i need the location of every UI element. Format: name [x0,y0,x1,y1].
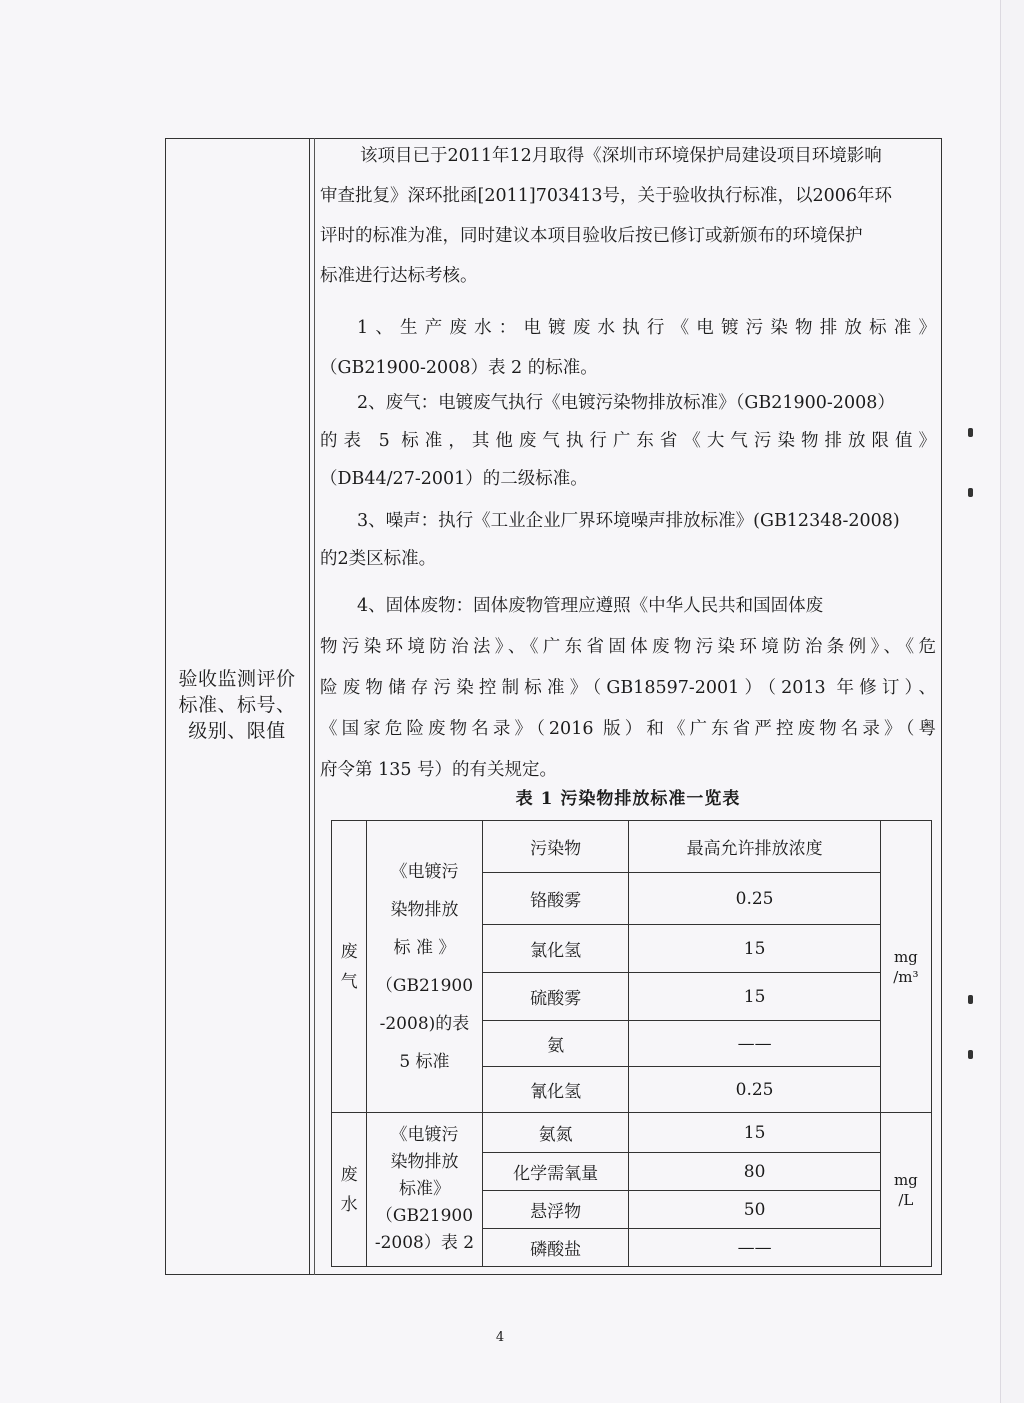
page-number: 4 [495,1330,505,1345]
binding-hole [968,995,973,1004]
row-label: 验收监测评价 标准、标号、 级别、限值 [178,668,296,742]
unit-water: mg /L [880,1113,931,1267]
table-row: 磷酸盐 —— [332,1229,932,1267]
binding-hole [968,488,973,497]
standard-item-solid-waste: 4、固体废物：固体废物管理应遵照《中华人民共和国固体废 物污染环境防治法》、《广东省固体废物污染环境防治条例》、《危 险废物储存污染控制标准》（GB18597-2001）（2013 年修订）、 《国家危险废物名录》（2016 版）和《广东省严控废物名录》（粤 府令第 135 号）的有关规定。 [320,596,936,780]
column-divider [314,138,315,1275]
category-wastewater: 废 水 [332,1113,367,1267]
table-row: 氯化氢 15 [332,925,932,973]
table-row: 硫酸雾 15 [332,973,932,1021]
standard-name-water: 《电镀污 染物排放 标准》 （GB21900 -2008）表 2 [367,1113,483,1267]
standard-name-gas: 《电镀污 染物排放 标 准 》 （GB21900 -2008)的表 5 标准 [367,821,483,1113]
standard-item-waste-gas: 2、废气：电镀废气执行《电镀污染物排放标准》（GB21900-2008） 的表 5 标准，其他废气执行广东省《大气污染物排放限值》 （DB44/27-2001）的二级标准。 [320,393,936,489]
standard-item-noise: 3、噪声：执行《工业企业厂界环境噪声排放标准》(GB12348-2008) 的2类区标准。 [320,511,900,569]
header-pollutant: 污染物 [482,821,629,873]
table-title: 表 1 污染物排放标准一览表 [515,789,741,809]
binding-hole [968,1050,973,1059]
table-row: 铬酸雾 0.25 [332,873,932,925]
binding-hole [968,428,973,437]
column-divider [309,138,310,1275]
table-row: 废 水 《电镀污 染物排放 标准》 （GB21900 -2008）表 2 氨氮 15 mg /L [332,1113,932,1153]
emission-standards-table [331,820,932,1267]
table-row: 氰化氢 0.25 [332,1067,932,1113]
table-row: 氨 —— [332,1021,932,1067]
table-row: 化学需氧量 80 [332,1153,932,1191]
intro-paragraph: 该项目已于2011年12月取得《深圳市环境保护局建设项目环境影响 审查批复》深环批函[2011]703413号，关于验收执行标准，以2006年环 评时的标准为准，同时建议本项目验收后按已修订或新颁布的环境保护 标准进行达标考核。 [320,146,893,286]
header-limit: 最高允许排放浓度 [629,821,880,873]
standard-item-wastewater: 1、生产废水：电镀废水执行《电镀污染物排放标准》 （GB21900-2008）表 2 的标准。 [320,318,936,378]
unit-gas: mg /m³ [880,821,931,1113]
category-waste-gas: 废 气 [332,821,367,1113]
table-header-row [332,821,932,873]
table-row: 悬浮物 50 [332,1191,932,1229]
